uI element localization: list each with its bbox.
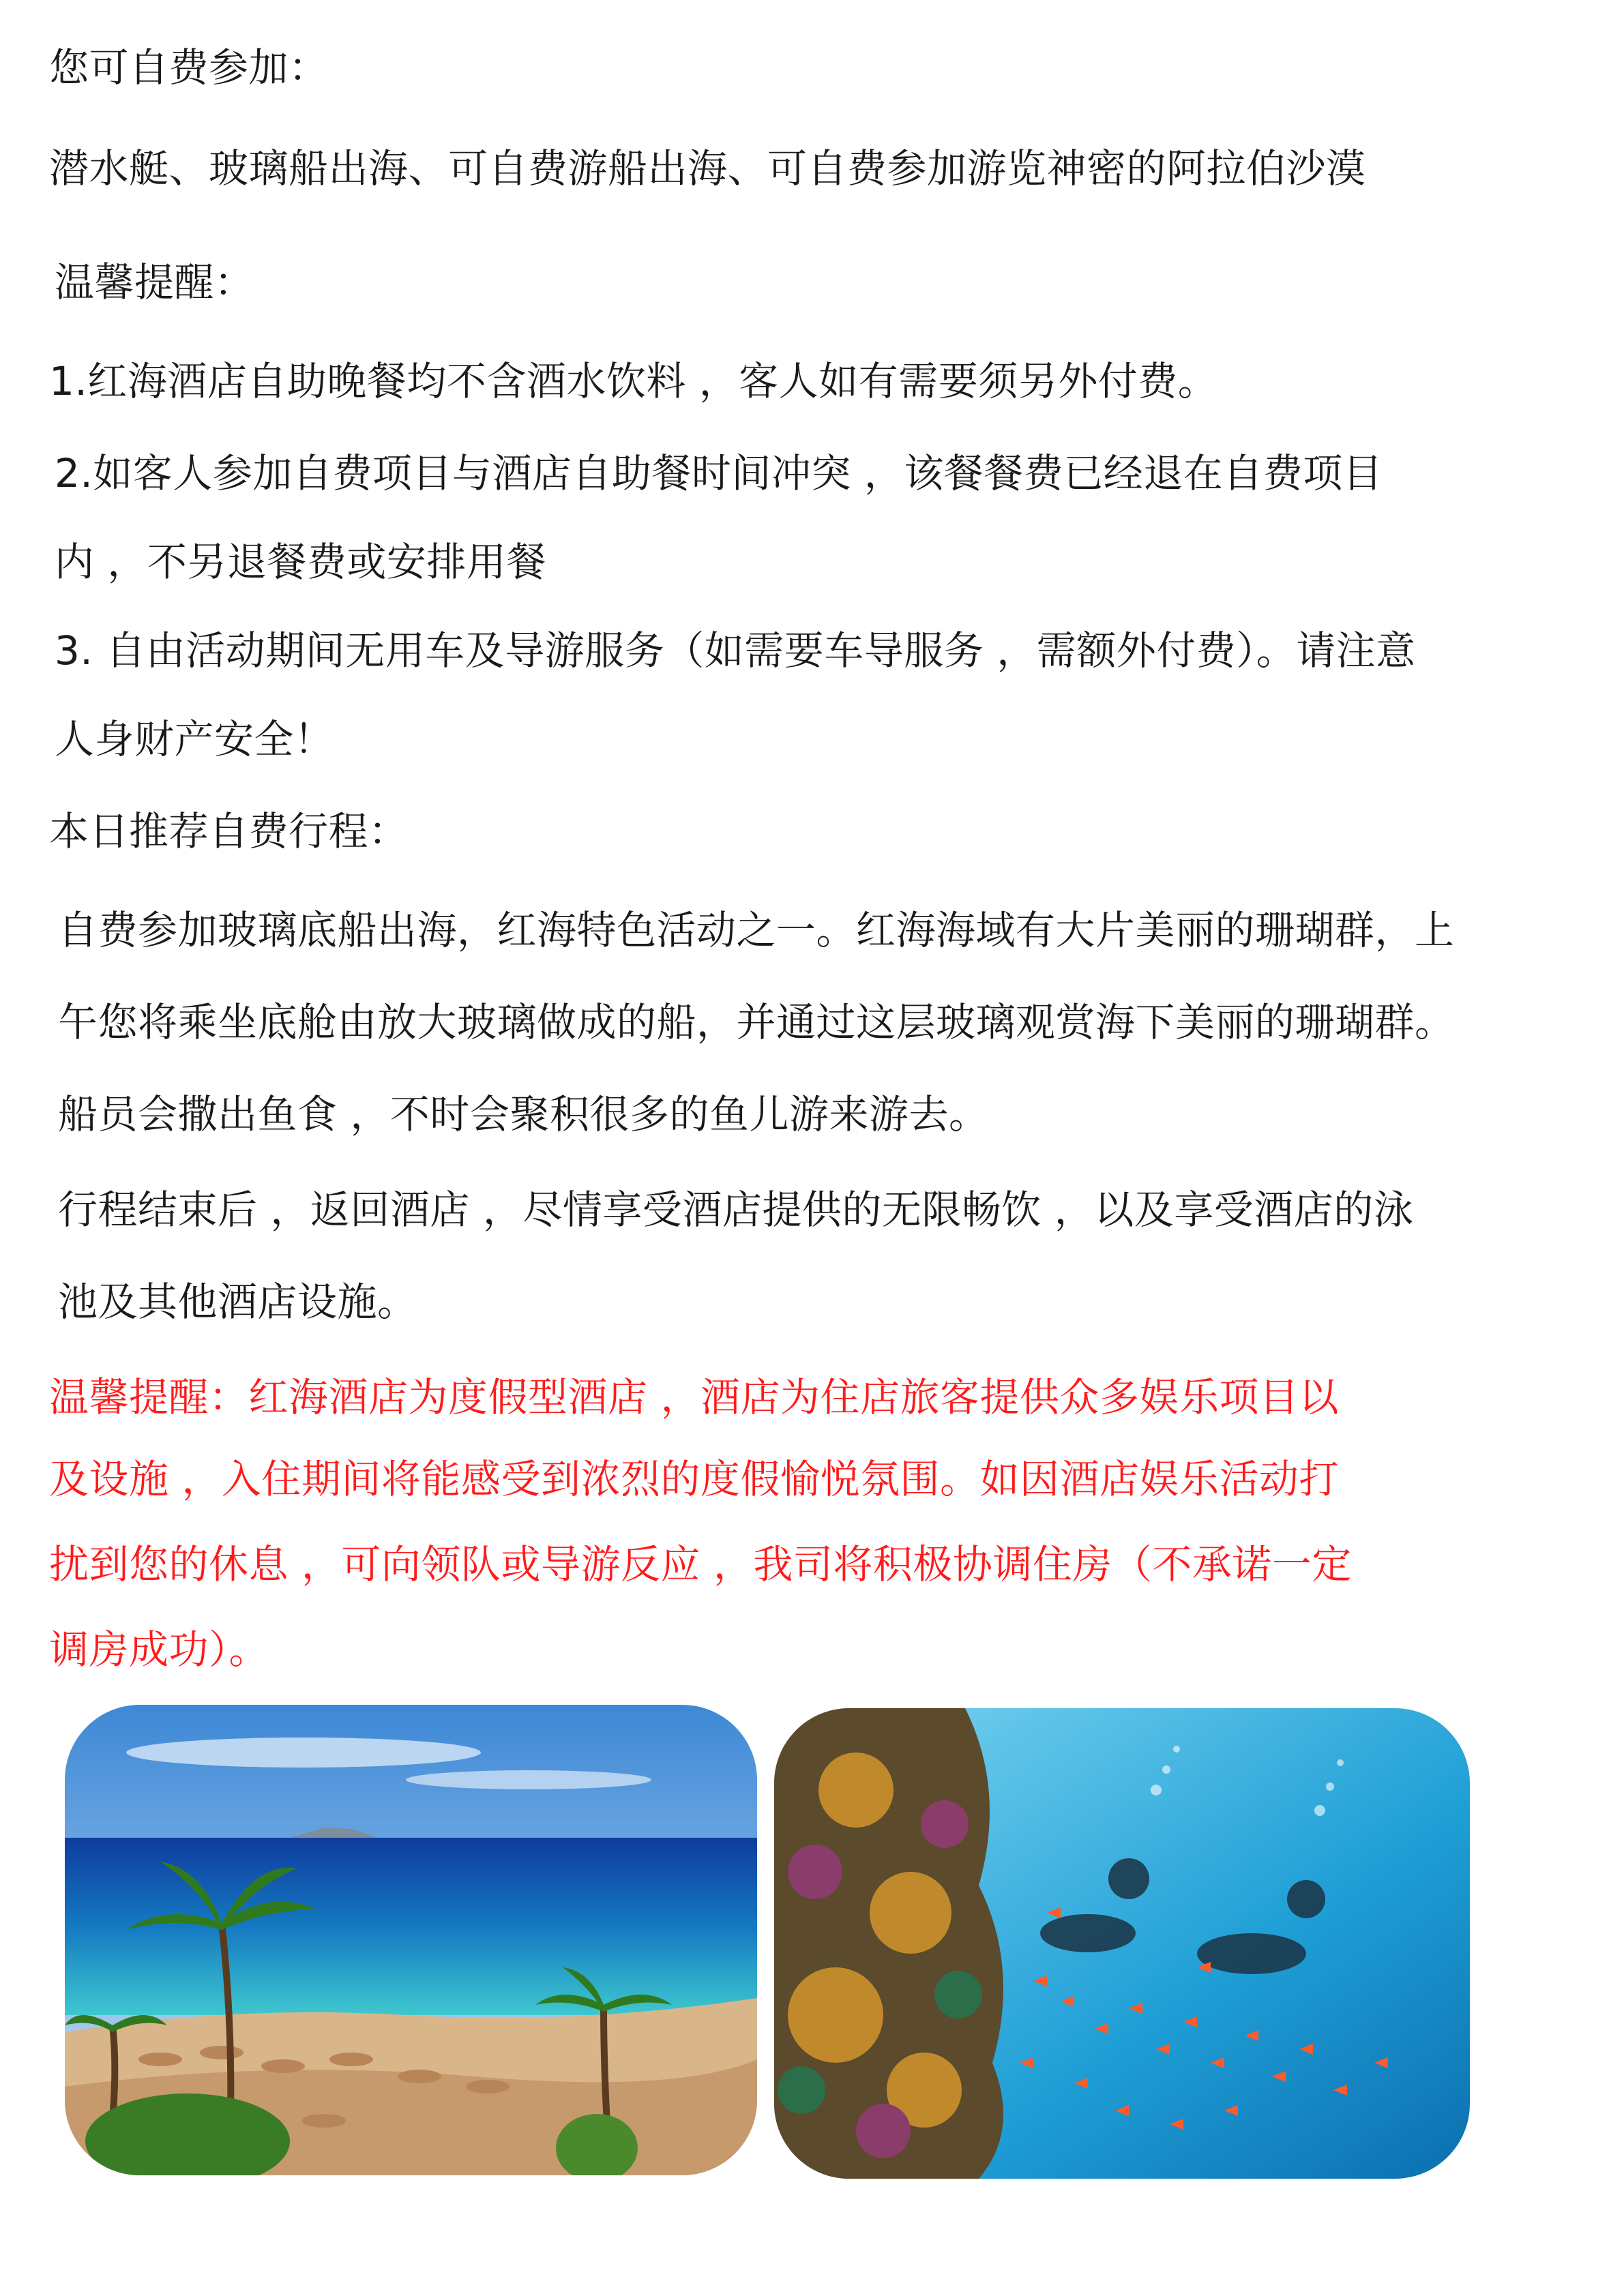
optional-heading: 您可自费参加： <box>49 44 329 91</box>
reminder-point-2-line-1: 2.如客人参加自费项目与酒店自助餐时间冲突 ，该餐餐费已经退在自费项目 <box>55 450 1383 496</box>
reminder-point-3-line-1: 3. 自由活动期间无用车及导游服务（如需要车导服务 ，需额外付费）。请注意 <box>55 627 1416 674</box>
reminder-point-3-line-2: 人身财产安全！ <box>55 716 334 762</box>
recommended-para-1-line-2: 午您将乘坐底舱由放大玻璃做成的船，并通过这层玻璃观赏海下美丽的珊瑚群。 <box>58 999 1455 1045</box>
reminder-heading: 温馨提醒： <box>55 259 254 305</box>
warm-notice-line-1: 温馨提醒：红海酒店为度假型酒店 ，酒店为住店旅客提供众多娱乐项目以 <box>49 1374 1339 1420</box>
beach-resort-photo <box>65 1705 757 2175</box>
recommended-heading: 本日推荐自费行程： <box>49 808 409 854</box>
recommended-para-1-line-1: 自费参加玻璃底船出海，红海特色活动之一。红海海域有大片美丽的珊瑚群，上 <box>58 907 1455 953</box>
reminder-point-2-line-2: 内 ，不另退餐费或安排用餐 <box>55 539 546 585</box>
reminder-point-1: 1.红海酒店自助晚餐均不含酒水饮料 ，客人如有需要须另外付费。 <box>49 358 1218 404</box>
warm-notice-line-4: 调房成功）。 <box>49 1626 269 1673</box>
recommended-para-2: 船员会撒出鱼食 ，不时会聚积很多的鱼儿游来游去。 <box>58 1091 989 1137</box>
recommended-para-3-line-2: 池及其他酒店设施。 <box>58 1279 417 1325</box>
coral-reef-diving-photo <box>774 1708 1470 2179</box>
recommended-para-3-line-1: 行程结束后 ，返回酒店 ，尽情享受酒店提供的无限畅饮 ，以及享受酒店的泳 <box>58 1187 1414 1233</box>
optional-items: 潜水艇、玻璃船出海、可自费游船出海、可自费参加游览神密的阿拉伯沙漠 <box>49 145 1366 192</box>
warm-notice-line-3: 扰到您的休息 ，可向领队或导游反应 ，我司将积极协调住房（不承诺一定 <box>49 1541 1352 1587</box>
warm-notice-line-2: 及设施 ，入住期间将能感受到浓烈的度假愉悦氛围。如因酒店娱乐活动打 <box>49 1456 1339 1502</box>
